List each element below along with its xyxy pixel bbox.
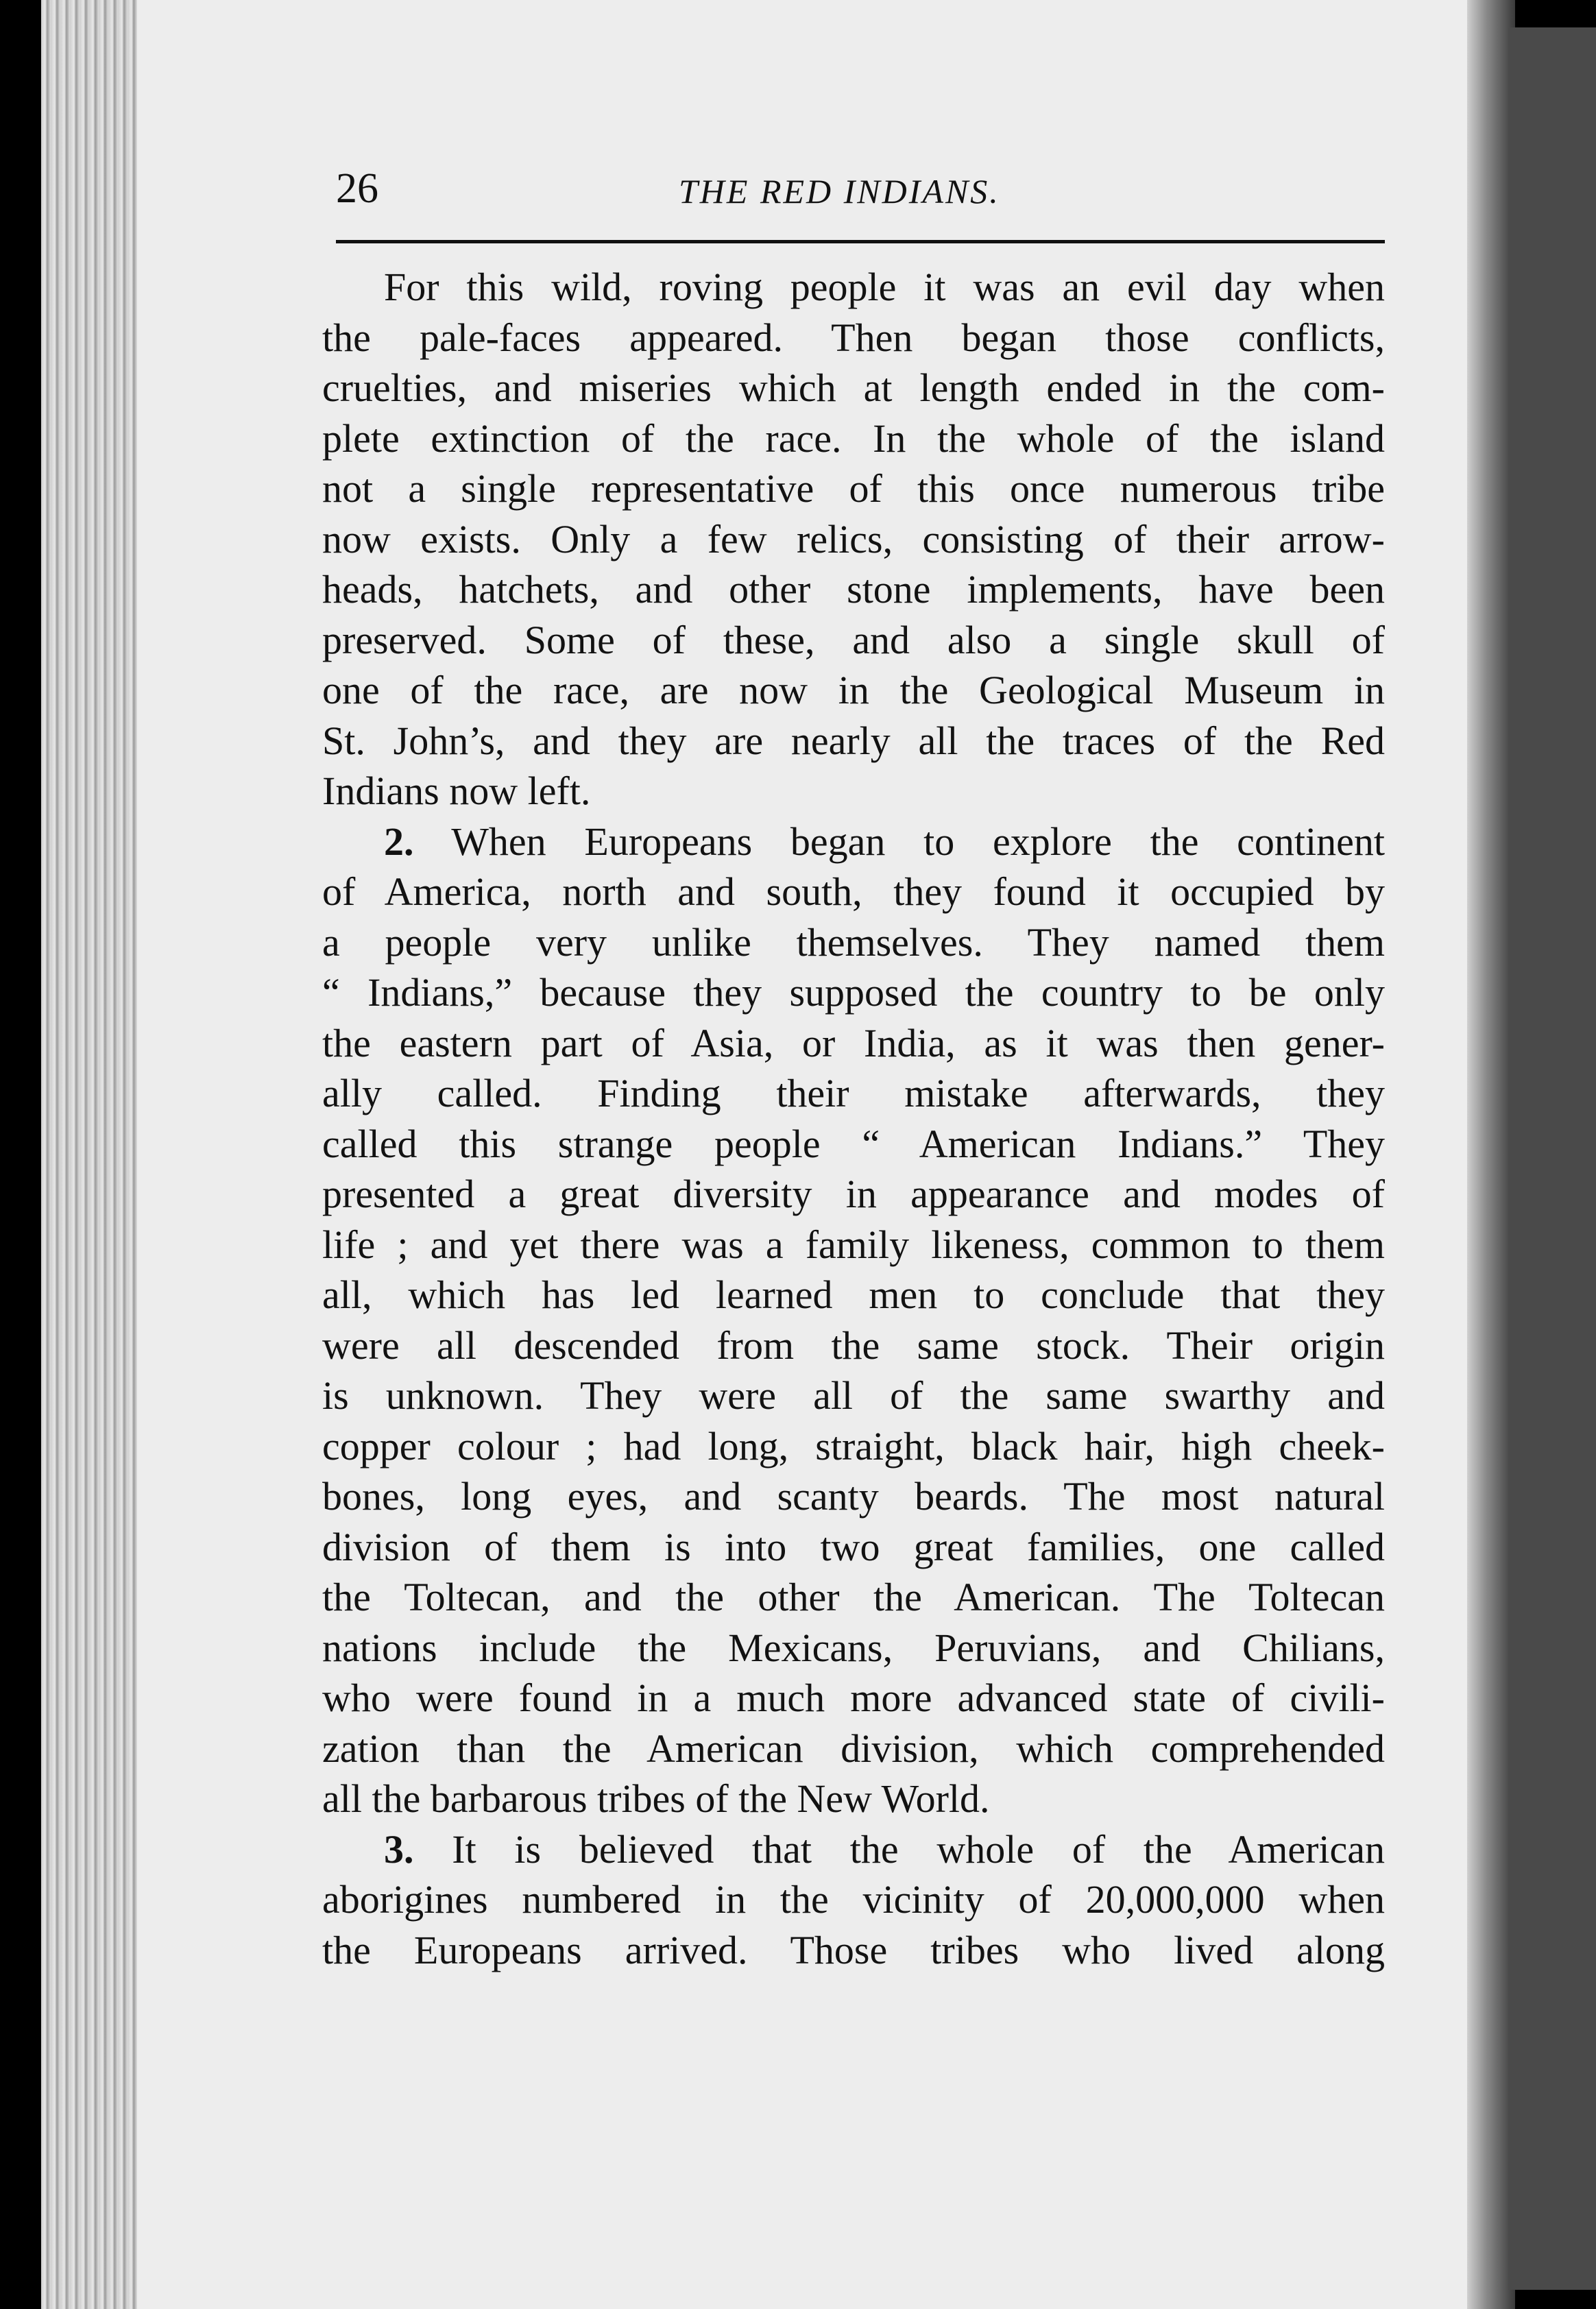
page-header: [336, 165, 1385, 226]
text-line: the eastern part of Asia, or India, as it was then gener-: [322, 1020, 1385, 1065]
text-line: zation than the American division, which comprehended: [322, 1726, 1385, 1771]
text-line: called this strange people “ American Indians.” They: [322, 1121, 1385, 1166]
text-line: “ Indians,” because they supposed the country to be only: [322, 970, 1385, 1015]
text-line: ally called. Finding their mistake afterwards, they: [322, 1071, 1385, 1115]
text-line: of America, north and south, they found it occupied by: [322, 869, 1385, 914]
book-cover-edge: [1508, 27, 1596, 2290]
paragraph-number: 3.: [384, 1826, 414, 1872]
text-line: [322, 817, 1385, 867]
text-line: not a single representative of this once numerous tribe: [322, 466, 1385, 511]
text-line: heads, hatchets, and other stone implements, have been: [322, 567, 1385, 612]
paragraph-2: [322, 817, 1385, 1824]
text-line: bones, long eyes, and scanty beards. The most natural: [322, 1474, 1385, 1519]
text-line: now exists. Only a few relics, consisting of their arrow-: [322, 516, 1385, 561]
paragraph-1: [322, 262, 1385, 817]
text-line: life ; and yet there was a family likeness, common to them: [322, 1222, 1385, 1267]
text-line: plete extinction of the race. In the whole of the island: [322, 415, 1385, 461]
text-line: division of them is into two great families, one called: [322, 1524, 1385, 1569]
paragraph-number: 2.: [384, 819, 414, 864]
text-line: were all descended from the same stock. Their origin: [322, 1322, 1385, 1368]
page-number: 26: [336, 165, 378, 212]
text-line: a people very unlike themselves. They named them: [322, 919, 1385, 965]
text-line: presented a great diversity in appearance and modes of: [322, 1172, 1385, 1216]
text-line: cruelties, and miseries which at length ended in the com-: [322, 365, 1385, 410]
paragraph-3: [322, 1824, 1385, 1976]
body-text: [322, 262, 1385, 1975]
running-head: THE RED INDIANS.: [679, 172, 1000, 210]
header-rule: [336, 240, 1385, 243]
text-line: all the barbarous tribes of the New World.: [322, 1776, 990, 1821]
text-line: the Toltecan, and the other the American. The Toltecan: [322, 1575, 1385, 1619]
text-line: all, which has led learned men to conclude that they: [322, 1272, 1385, 1317]
text-line-content: It is believed that the whole of the American: [452, 1826, 1385, 1872]
text-line: Indians now left.: [322, 769, 591, 813]
text-line: aborigines numbered in the vicinity of 20,000,000 when: [322, 1877, 1385, 1922]
text-line: is unknown. They were all of the same swarthy and: [322, 1373, 1385, 1418]
text-line: preserved. Some of these, and also a single skull of: [322, 617, 1385, 662]
text-line-content: When Europeans began to explore the continent: [451, 819, 1386, 864]
text-line: one of the race, are now in the Geological Museum in: [322, 668, 1385, 712]
page-edge-left: [41, 0, 151, 2309]
text-line: For this wild, roving people it was an evil day when: [384, 265, 1385, 309]
text-line: the pale-faces appeared. Then began those conflicts,: [322, 315, 1385, 360]
text-line: St. John’s, and they are nearly all the traces of the Red: [322, 718, 1385, 763]
text-line: [322, 1824, 1385, 1875]
text-line: copper colour ; had long, straight, black hair, high cheek-: [322, 1423, 1385, 1468]
text-line: the Europeans arrived. Those tribes who lived along: [322, 1927, 1385, 1972]
text-line: nations include the Mexicans, Peruvians, and Chilians,: [322, 1625, 1385, 1670]
text-line: who were found in a much more advanced state of civili-: [322, 1676, 1385, 1720]
